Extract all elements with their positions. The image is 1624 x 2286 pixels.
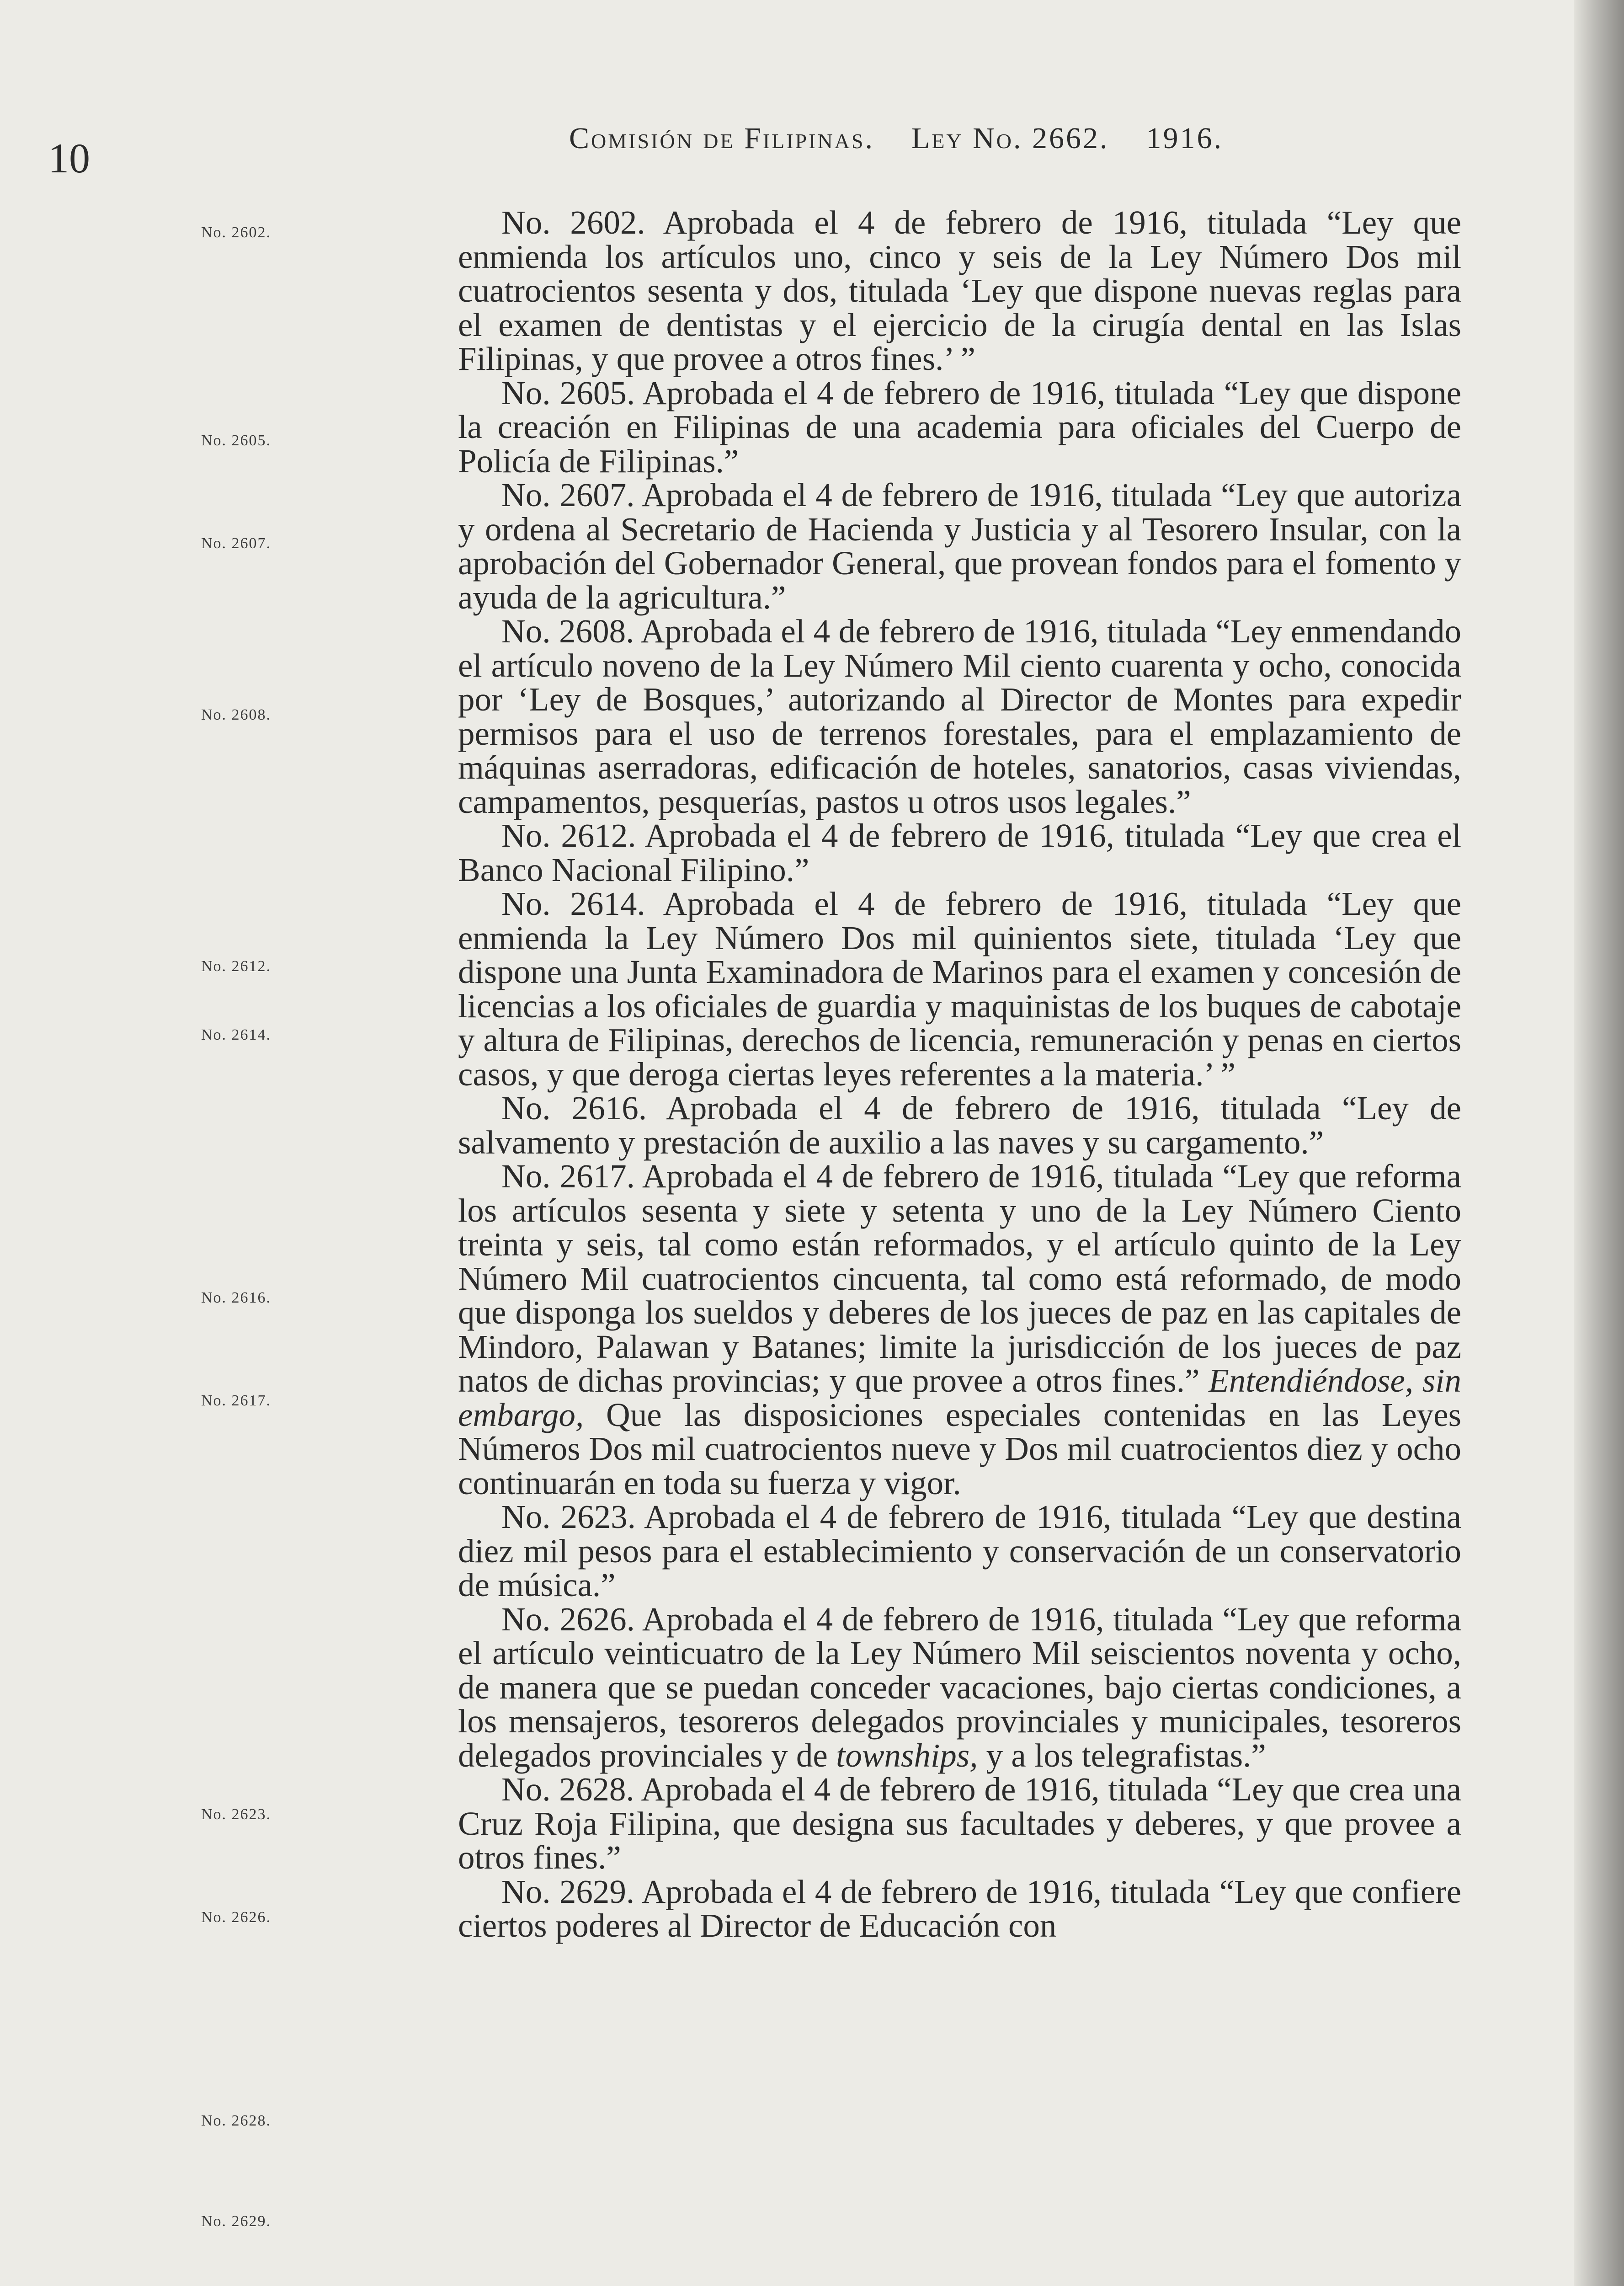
margin-note: No. 2617.	[201, 1392, 272, 1409]
law-entry	[458, 478, 1461, 614]
law-text: Aprobada el 4 de febrero de 1916, titulada “Ley que confiere ciertos poderes al Director de Educación con	[458, 1873, 1461, 1944]
law-text-italic: Entendiéndose, sin embargo,	[458, 1362, 1461, 1433]
law-text: Aprobada el 4 de febrero de 1916, titulada “Ley que dispone la creación en Filipinas de una academia para oficiales del Cuerpo de Policía de Filipinas.”	[458, 374, 1461, 480]
margin-note: No. 2616.	[201, 1289, 272, 1306]
margin-note: No. 2623.	[201, 1806, 272, 1823]
law-number: No. 2616.	[501, 1090, 647, 1127]
margin-note: No. 2612.	[201, 958, 272, 975]
law-number: No. 2605.	[501, 374, 635, 411]
law-number: No. 2629.	[501, 1873, 635, 1910]
law-text: Aprobada el 4 de febrero de 1916, titulada “Ley que crea una Cruz Roja Filipina, que designa sus facultades y deberes, y que provee a otros fines.”	[458, 1771, 1461, 1876]
page-edge-shadow	[1574, 0, 1624, 2286]
law-text: Aprobada el 4 de febrero de 1916, titulada “Ley que destina diez mil pesos para el establecimiento y conservación de un conservatorio de música.”	[458, 1498, 1461, 1603]
law-entry	[458, 887, 1461, 1091]
running-head	[569, 121, 1223, 156]
margin-note: No. 2608.	[201, 706, 272, 723]
law-entry	[458, 614, 1461, 819]
margin-note: No. 2605.	[201, 432, 272, 449]
margin-note: No. 2614.	[201, 1026, 272, 1043]
law-number: No. 2608.	[501, 613, 634, 650]
law-text: Aprobada el 4 de febrero de 1916, titulada “Ley de salvamento y prestación de auxilio a las naves y su cargamento.”	[458, 1090, 1461, 1161]
margin-note: No. 2607.	[201, 535, 272, 552]
law-text: Aprobada el 4 de febrero de 1916, titulada “Ley que enmienda la Ley Número Dos mil quinientos siete, titulada ‘Ley que dispone una Junta Examinadora de Marinos para el examen y concesión de licencias a los oficiales de guardia y maquinistas de los buques de cabotaje y altura de Filipinas, derechos de licencia, remuneración y penas en ciertos casos, y que deroga ciertas leyes referentes a la materia.’ ”	[458, 885, 1461, 1093]
law-entry	[458, 1159, 1461, 1500]
law-entry	[458, 1091, 1461, 1159]
law-number: No. 2626.	[501, 1600, 635, 1638]
law-text: Aprobada el 4 de febrero de 1916, titulada “Ley que reforma los artículos sesenta y siete y setenta y uno de la Ley Número Ciento treinta y seis, tal como están reformados, y el artículo quinto de la Ley Número Mil cuatrocientos cincuenta, tal como está reformado, de modo que disponga los sueldos y deberes de los jueces de paz en las capitales de Mindoro, Palawan y Batanes; limite la jurisdicción de los jueces de paz natos de dichas provincias; y que provee a otros fines.”	[458, 1158, 1461, 1399]
law-number: No. 2623.	[501, 1498, 636, 1535]
law-entry	[458, 376, 1461, 479]
law-text: Aprobada el 4 de febrero de 1916, titulada “Ley que autoriza y ordena al Secretario de Hacienda y Justicia y al Tesorero Insular, con la aprobación del Gobernador General, que provean fondos para el fomento y ayuda de la agricultura.”	[458, 476, 1462, 616]
running-head-year: 1916.	[1146, 122, 1224, 155]
law-number: No. 2602.	[501, 204, 645, 241]
law-number: No. 2628.	[501, 1771, 634, 1808]
running-head-commission: Comisión de Filipinas.	[569, 122, 874, 155]
law-text-italic: townships,	[836, 1736, 978, 1774]
law-text: Aprobada el 4 de febrero de 1916, titulada “Ley enmendando el artículo noveno de la Ley Número Mil ciento cuarenta y ocho, conocida por ‘Ley de Bosques,’ autorizando al Director de Montes para expedir permisos para el uso de terrenos forestales, para el emplazamiento de máquinas aserradoras, edificación de hoteles, sanatorios, casas viviendas, campamentos, pesquerías, pastos u otros usos legales.”	[458, 613, 1461, 820]
margin-note: No. 2629.	[201, 2213, 272, 2230]
law-entry	[458, 1875, 1461, 1943]
law-text: Aprobada el 4 de febrero de 1916, titulada “Ley que enmienda los artículos uno, cinco y seis de la Ley Número Dos mil cuatrocientos sesenta y dos, titulada ‘Ley que dispone nuevas reglas para el examen de dentistas y el ejercicio de la cirugía dental en las Islas Filipinas, y que provee a otros fines.’ ”	[458, 204, 1461, 377]
law-entries	[458, 206, 1461, 1943]
law-text-continued: Que las disposiciones especiales contenidas en las Leyes Números Dos mil cuatrocientos nueve y Dos mil cuatrocientos diez y ocho continuarán en toda su fuerza y vigor.	[458, 1396, 1462, 1501]
law-entry	[458, 1773, 1461, 1875]
law-number: No. 2612.	[501, 817, 636, 854]
margin-note: No. 2602.	[201, 224, 272, 241]
margin-note: No. 2628.	[201, 2112, 272, 2129]
law-number: No. 2607.	[501, 476, 635, 513]
law-number: No. 2614.	[501, 885, 645, 922]
running-head-law: Ley No. 2662.	[911, 122, 1109, 155]
law-text-continued: y a los telegrafistas.”	[986, 1736, 1266, 1774]
law-number: No. 2617.	[501, 1158, 635, 1195]
law-entry	[458, 206, 1461, 376]
law-entry	[458, 819, 1461, 887]
law-text: Aprobada el 4 de febrero de 1916, titulada “Ley que crea el Banco Nacional Filipino.”	[458, 817, 1461, 888]
page-number: 10	[48, 135, 90, 182]
law-text: Aprobada el 4 de febrero de 1916, titulada “Ley que reforma el artículo veinticuatro de la Ley Número Mil seiscientos noventa y ocho, de manera que se puedan conceder vacaciones, bajo ciertas condiciones, a los mensajeros, tesoreros delegados provinciales y municipales, tesoreros delegados provinciales y de	[458, 1600, 1461, 1774]
law-entry	[458, 1500, 1461, 1602]
margin-note: No. 2626.	[201, 1909, 272, 1926]
law-entry	[458, 1602, 1461, 1773]
